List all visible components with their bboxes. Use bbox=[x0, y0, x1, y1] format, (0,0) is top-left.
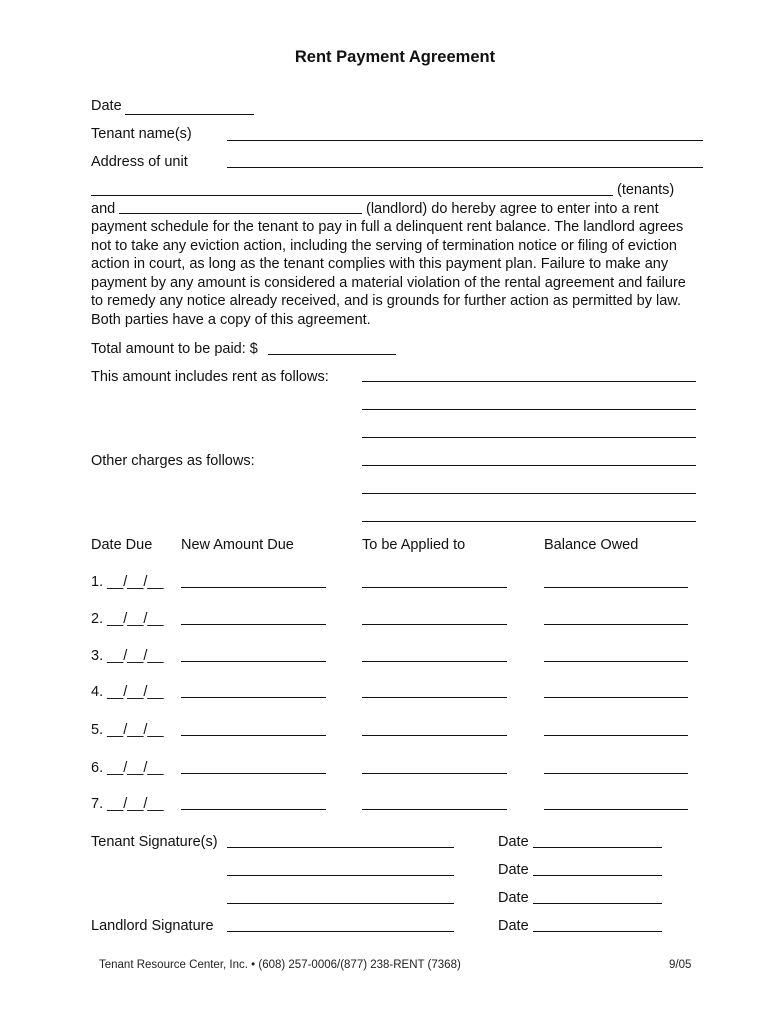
agreement-line: to remedy any notice already received, and is grounds for further action as permitted by law. bbox=[91, 293, 681, 309]
footer-version: 9/05 bbox=[669, 959, 692, 971]
sig-date-label: Date bbox=[498, 890, 529, 906]
and-word: and bbox=[91, 201, 116, 217]
sig-date-label: Date bbox=[498, 918, 529, 934]
row-date-due[interactable]: 6. __/__/__ bbox=[91, 760, 164, 776]
row-balance-owed-field[interactable] bbox=[544, 756, 688, 774]
tenants-suffix: (tenants) bbox=[617, 182, 675, 198]
page-title: Rent Payment Agreement bbox=[294, 48, 496, 66]
row-balance-owed-field[interactable] bbox=[544, 680, 688, 698]
tenant-signature-field[interactable] bbox=[227, 830, 454, 848]
row-applied-to-field[interactable] bbox=[362, 718, 507, 736]
header-balance-owed: Balance Owed bbox=[544, 537, 639, 553]
rent-includes-label: This amount includes rent as follows: bbox=[91, 369, 329, 385]
row-balance-owed-field[interactable] bbox=[544, 792, 688, 810]
row-date-due[interactable]: 7. __/__/__ bbox=[91, 796, 164, 812]
row-applied-to-field[interactable] bbox=[362, 570, 507, 588]
rent-includes-field[interactable] bbox=[362, 364, 696, 382]
total-amount-label: Total amount to be paid: $ bbox=[91, 341, 258, 357]
row-new-amount-field[interactable] bbox=[181, 718, 326, 736]
address-field[interactable] bbox=[227, 150, 703, 168]
agreement-line: payment schedule for the tenant to pay in full a delinquent rent balance. The landlord agrees bbox=[91, 219, 684, 235]
landlord-signature-label: Landlord Signature bbox=[91, 918, 214, 934]
row-date-due[interactable]: 1. __/__/__ bbox=[91, 574, 164, 590]
landlord-signature-field[interactable] bbox=[227, 914, 454, 932]
row-balance-owed-field[interactable] bbox=[544, 644, 688, 662]
rent-includes-field[interactable] bbox=[362, 392, 696, 410]
row-applied-to-field[interactable] bbox=[362, 792, 507, 810]
tenant-signature-label: Tenant Signature(s) bbox=[91, 834, 218, 850]
agreement-line: not to take any eviction action, including the serving of termination notice or filing of eviction bbox=[91, 238, 677, 254]
tenant-signature-field[interactable] bbox=[227, 858, 454, 876]
row-new-amount-field[interactable] bbox=[181, 792, 326, 810]
tenant-signature-field[interactable] bbox=[227, 886, 454, 904]
rent-includes-field[interactable] bbox=[362, 420, 696, 438]
row-new-amount-field[interactable] bbox=[181, 756, 326, 774]
row-date-due[interactable]: 3. __/__/__ bbox=[91, 648, 164, 664]
landlord-name-field[interactable] bbox=[119, 196, 362, 214]
tenants-name-field[interactable] bbox=[91, 178, 613, 196]
other-charges-field[interactable] bbox=[362, 504, 696, 522]
row-new-amount-field[interactable] bbox=[181, 570, 326, 588]
date-label: Date bbox=[91, 98, 122, 114]
sig-date-field[interactable] bbox=[533, 830, 662, 848]
date-field[interactable] bbox=[125, 97, 254, 115]
header-new-amount-due: New Amount Due bbox=[181, 537, 294, 553]
sig-date-label: Date bbox=[498, 862, 529, 878]
tenant-names-field[interactable] bbox=[227, 123, 703, 141]
row-date-due[interactable]: 5. __/__/__ bbox=[91, 722, 164, 738]
row-applied-to-field[interactable] bbox=[362, 756, 507, 774]
other-charges-field[interactable] bbox=[362, 476, 696, 494]
row-new-amount-field[interactable] bbox=[181, 644, 326, 662]
sig-date-field[interactable] bbox=[533, 886, 662, 904]
sig-date-field[interactable] bbox=[533, 914, 662, 932]
header-to-be-applied: To be Applied to bbox=[362, 537, 466, 553]
address-label: Address of unit bbox=[91, 154, 188, 170]
row-balance-owed-field[interactable] bbox=[544, 718, 688, 736]
row-balance-owed-field[interactable] bbox=[544, 607, 688, 625]
other-charges-field[interactable] bbox=[362, 448, 696, 466]
agreement-line: action in court, as long as the tenant complies with this payment plan. Failure to make any bbox=[91, 256, 669, 272]
total-amount-field[interactable] bbox=[268, 337, 396, 355]
header-date-due: Date Due bbox=[91, 537, 153, 553]
sig-date-label: Date bbox=[498, 834, 529, 850]
footer-org: Tenant Resource Center, Inc. • (608) 257-0006/(877) 238-RENT (7368) bbox=[99, 959, 461, 971]
agreement-line: payment by any amount is considered a material violation of the rental agreement and failure bbox=[91, 275, 686, 291]
row-date-due[interactable]: 2. __/__/__ bbox=[91, 611, 164, 627]
row-new-amount-field[interactable] bbox=[181, 680, 326, 698]
other-charges-label: Other charges as follows: bbox=[91, 453, 255, 469]
sig-date-field[interactable] bbox=[533, 858, 662, 876]
landlord-text: (landlord) do hereby agree to enter into a rent bbox=[366, 201, 659, 217]
row-applied-to-field[interactable] bbox=[362, 680, 507, 698]
row-new-amount-field[interactable] bbox=[181, 607, 326, 625]
agreement-line: Both parties have a copy of this agreement. bbox=[91, 312, 371, 328]
row-applied-to-field[interactable] bbox=[362, 607, 507, 625]
row-applied-to-field[interactable] bbox=[362, 644, 507, 662]
tenant-names-label: Tenant name(s) bbox=[91, 126, 192, 142]
row-date-due[interactable]: 4. __/__/__ bbox=[91, 684, 164, 700]
row-balance-owed-field[interactable] bbox=[544, 570, 688, 588]
